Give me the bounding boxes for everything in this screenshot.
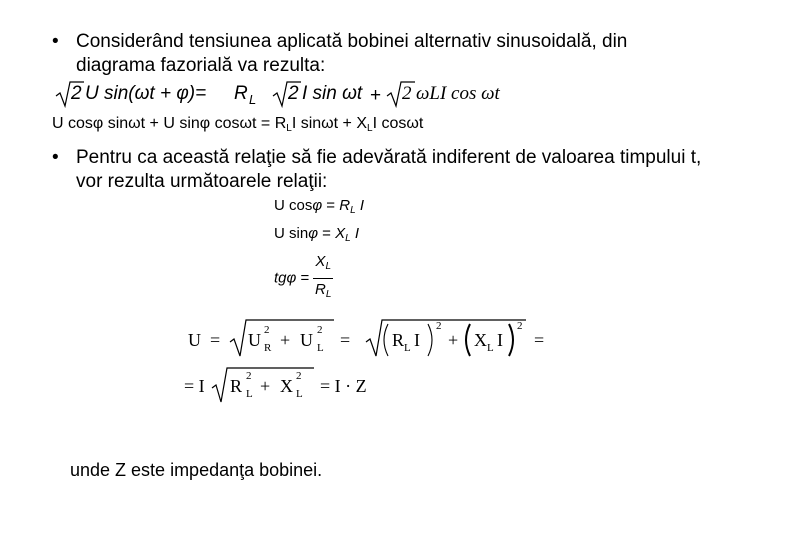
rel1-lhs: U cos	[274, 197, 313, 214]
big1-sub-R: R	[264, 342, 272, 354]
equation-U-magnitude	[184, 318, 564, 364]
big1-I2: I	[497, 330, 503, 350]
big2-pow-a: 2	[246, 370, 252, 382]
rel2-I: I	[350, 225, 360, 242]
big2-pow-b: 2	[296, 370, 302, 382]
relation-tg	[274, 252, 333, 305]
relation-sin	[274, 224, 359, 249]
rel2-eq: =	[317, 225, 336, 242]
big1-pow-b: 2	[317, 324, 323, 336]
rel3-num-sub: L	[325, 261, 331, 272]
big1-plus: +	[280, 330, 291, 350]
big1-eq3: =	[534, 330, 545, 350]
rel3-eq: =	[296, 269, 314, 287]
big2-rhs: = I · Z	[320, 376, 367, 396]
big2-plus: +	[260, 376, 271, 396]
eq1-sqrt-arg-a: 2	[71, 83, 82, 104]
rel3-fraction	[313, 252, 333, 305]
equation-expanded	[52, 113, 423, 140]
bullet-2-line-1: Pentru ca această relaţie să fie adevărată indiferent de valoarea timpului t,	[76, 147, 702, 168]
rel1-I: I	[355, 197, 364, 214]
bullet-2-symbol: •	[52, 147, 59, 168]
eq1-rhs: ωLI cos ωt	[416, 83, 500, 104]
big1-pow-d: 2	[517, 320, 523, 332]
big2-X: X	[280, 376, 293, 396]
big2-R: R	[230, 376, 243, 396]
eq2-sub-b: L	[367, 123, 373, 134]
rel1-R: R	[339, 197, 351, 214]
footer-note: unde Z este impedanţa bobinei.	[70, 460, 323, 480]
big1-U2: U	[300, 330, 313, 350]
rel1-sub: L	[350, 205, 356, 216]
big1-XL: X	[474, 330, 487, 350]
equation-impedance	[184, 364, 404, 410]
bullet-2-line-2: vor rezulta următoarele relaţii:	[76, 171, 328, 192]
eq1-sqrt-arg-c: 2	[402, 83, 412, 104]
eq2-part-b: I sinωt + X	[291, 115, 367, 132]
big1-pow-c: 2	[436, 320, 442, 332]
sqrt-sign-big2	[184, 364, 404, 410]
rel2-lhs: U sin	[274, 225, 309, 242]
eq1-R: R	[234, 83, 248, 104]
big1-eq: =	[210, 330, 221, 350]
bullet-1-symbol: •	[52, 31, 59, 52]
rel3-phi: φ	[286, 269, 297, 287]
bullet-1-line-1: Considerând tensiunea aplicată bobinei alternativ sinusoidală, din	[76, 31, 628, 52]
big1-RL: R	[392, 330, 405, 350]
rel2-sub: L	[345, 233, 351, 244]
rel3-lhs: tg	[274, 269, 287, 287]
big2-eq: = I	[184, 376, 205, 396]
big1-XL-sub: L	[487, 342, 494, 354]
eq2-part-c: I cosωt	[372, 115, 424, 132]
big1-sub-L: L	[317, 342, 324, 354]
sqrt-signs-big1	[184, 318, 564, 364]
big1-U1: U	[248, 330, 261, 350]
big1-plus2: +	[448, 330, 459, 350]
rel3-num: X	[315, 253, 326, 270]
big2-sub-L2: L	[296, 388, 303, 400]
rel2-phi: φ	[308, 225, 318, 242]
big1-eq2: =	[340, 330, 351, 350]
eq1-plus: +	[370, 85, 382, 106]
big1-pow-a: 2	[264, 324, 270, 336]
big1-U: U	[188, 330, 201, 350]
eq2-sub-a: L	[286, 123, 292, 134]
rel2-X: X	[335, 225, 346, 242]
rel1-phi: φ	[312, 197, 323, 214]
rel1-eq: =	[322, 197, 340, 214]
big1-RL-sub: L	[404, 342, 411, 354]
eq1-lhs: U sin(ωt + φ)=	[85, 83, 207, 104]
rel3-den: R	[315, 281, 326, 298]
eq1-R-sub: L	[249, 92, 257, 107]
eq1-mid: I sin ωt	[302, 83, 363, 104]
rel3-den-sub: L	[325, 289, 332, 300]
relation-cos	[274, 196, 364, 221]
eq2-part-a: U cosφ sinωt + U sinφ cosωt = R	[52, 115, 287, 132]
eq1-sqrt-arg-b: 2	[288, 83, 299, 104]
big1-I1: I	[414, 330, 420, 350]
bullet-1-line-2: diagrama fazorială va rezulta:	[76, 55, 326, 76]
big2-sub-L1: L	[246, 388, 253, 400]
